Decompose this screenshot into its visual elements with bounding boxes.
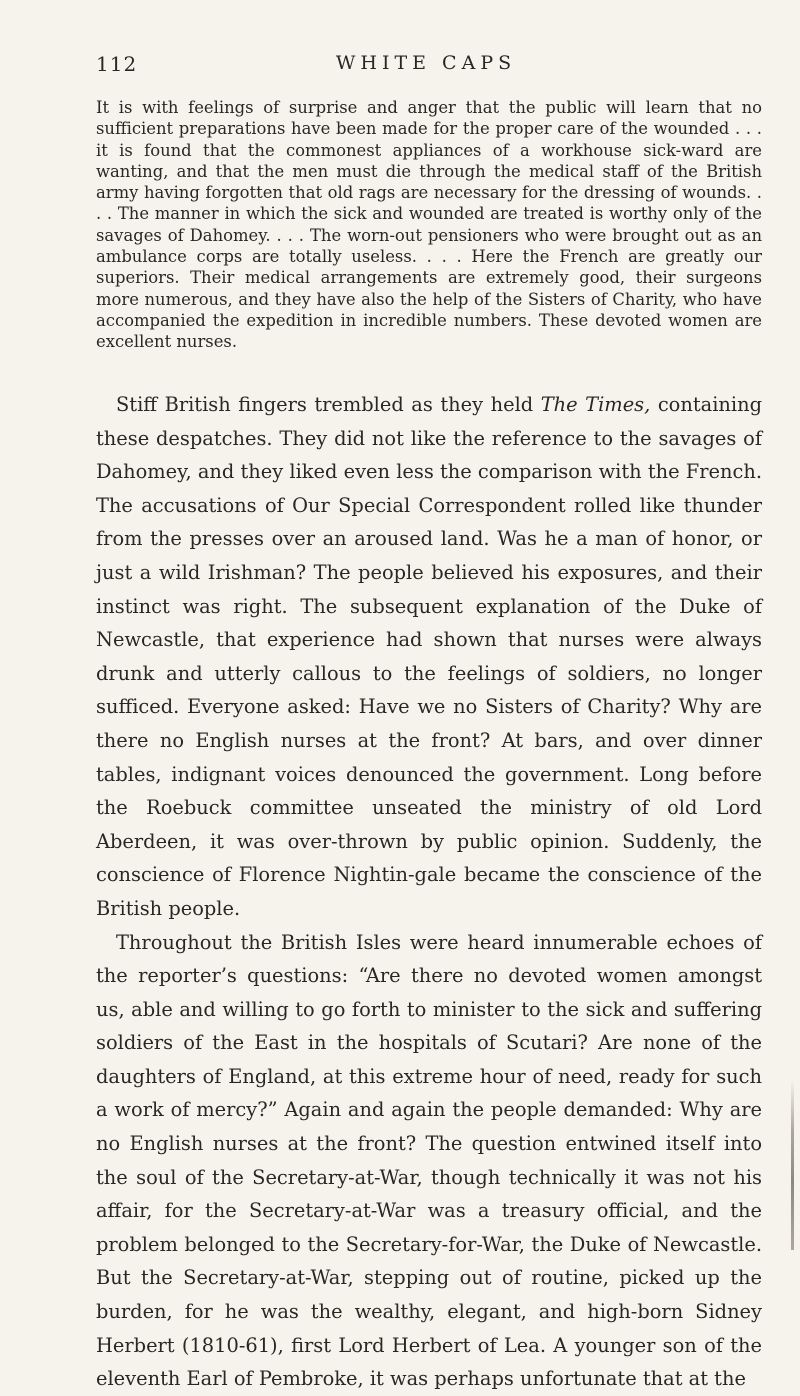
block-quote [96, 97, 762, 353]
paragraph-2: Throughout the British Isles were heard innumerable echoes of the reporter’s questions: “Are there no devoted women amongst us, able and willing to go forth to minister to the sick and suffering soldiers of the East in the hospitals of Scutari? Are none of the daughters of England, at this extreme hour of need, ready for such a work of mercy?” Again and again the people demanded: Why are no English nurses at the front? The question entwined itself into the soul of the Secretary-at-War, though technically it was not his affair, for the Secretary-at-War was a treasury official, and the problem belonged to the Secretary-for-War, the Duke of Newcastle. But the Secretary-at-War, stepping out of routine, picked up the burden, for he was the wealthy, elegant, and high-born Sidney Herbert (1810-61), first Lord Herbert of Lea. A younger son of the eleventh Earl of Pembroke, it was perhaps unfortunate that at the [96, 930, 762, 1391]
page-number: 112 [96, 52, 138, 76]
quote-paragraph: It is with feelings of surprise and anger that the public will learn that no sufficient preparations have been made for the proper care of the wounded . . . it is found that the commonest appliances of a workhouse sick-ward are wanting, and that the men must die through the medical staff of the British army having forgotten that old rags are necessary for the dressing of wounds. . . . The manner in which the sick and wounded are treated is worthy only of the savages of Dahomey. . . . The worn-out pensioners who were brought out as an ambulance corps are totally useless. . . . Here the French are greatly our superiors. Their medical arrangements are extremely good, their surgeons more numerous, and they have also the help of the Sisters of Charity, who have accompanied the expedition in incredible numbers. These devoted women are excellent nurses. [96, 98, 762, 352]
newspaper-title: The Times, [540, 393, 651, 416]
running-title: WHITE CAPS [335, 52, 517, 74]
body-text [96, 388, 762, 1396]
page-edge-shadow [791, 1080, 794, 1250]
paragraph-1 [96, 388, 762, 926]
paragraph-1-rest: containing these despatches. They did not like the reference to the savages of Dahomey, and they liked even less the comparison with the French. The accusations of Our Special Correspondent rolled like thunder from the presses over an aroused land. Was he a man of honor, or just a wild Irishman? The people believed his exposures, and their instinct was right. The subsequent explanation of the Duke of Newcastle, that experience had shown that nurses were always drunk and utterly callous to the feelings of soldiers, no longer sufficed. Everyone asked: Have we no Sisters of Charity? Why are there no English nurses at the front? At bars, and over dinner tables, indignant voices denounced the government. Long before the Roebuck committee unseated the ministry of old Lord Aberdeen, it was over-thrown by public opinion. Suddenly, the conscience of Florence Nightin-gale became the conscience of the British people. [96, 393, 762, 920]
page-header [96, 52, 756, 82]
paragraph-1-start: Stiff British fingers trembled as they held [116, 393, 541, 416]
